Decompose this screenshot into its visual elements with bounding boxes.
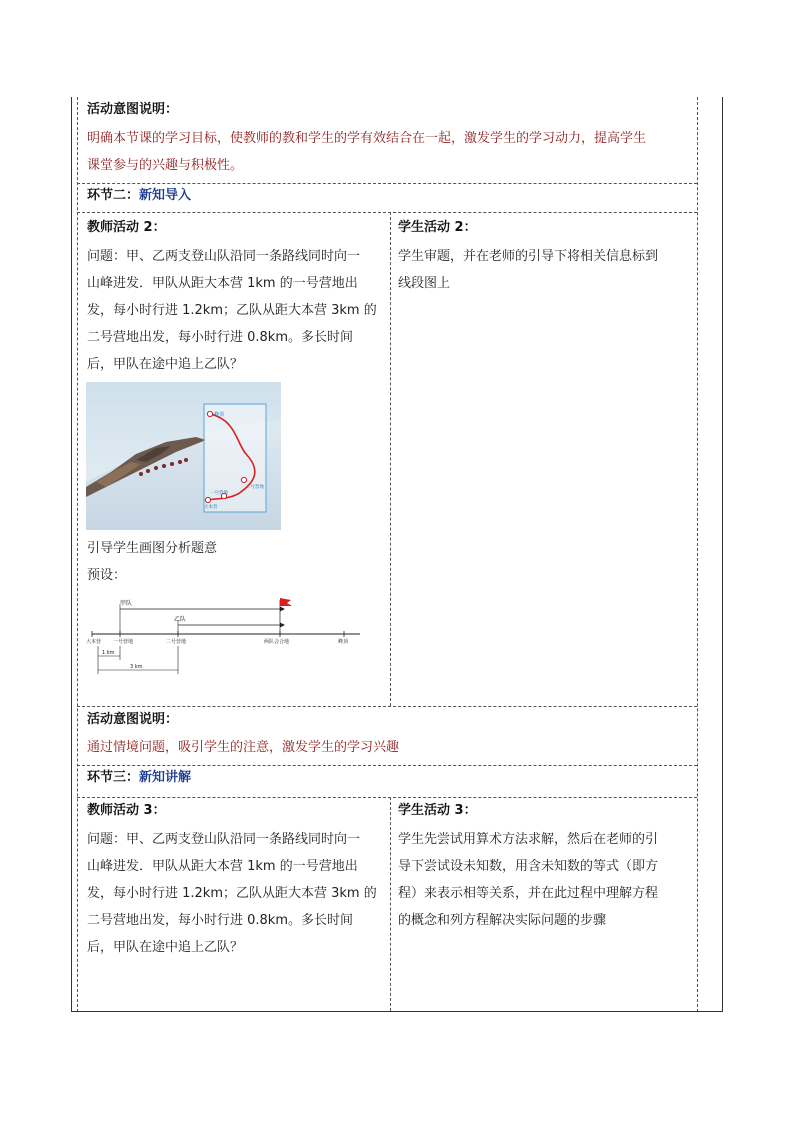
text-line: 后，甲队在途中追上乙队？	[87, 940, 244, 955]
text-line: 导下尝试设未知数，用含未知数的等式（即方	[398, 859, 659, 874]
teacher-activity-3-heading: 教师活动 3：	[87, 803, 166, 818]
diagram-label-1km: 1 km	[102, 650, 115, 656]
text-line: 山峰进发．甲队从距大本营 1km 的一号营地出	[87, 859, 358, 874]
team-a-arrowhead	[280, 607, 285, 612]
preset-text: 预设：	[87, 568, 127, 583]
diagram-label-3km: 3 km	[130, 664, 143, 670]
diagram-label-base: 大本营	[86, 639, 102, 645]
section-2-main: 新知导入	[139, 188, 192, 203]
text-line: 后，甲队在途中追上乙队？	[87, 357, 244, 372]
intent-text-1-line2: 课堂参与的兴趣与积极性。	[87, 158, 244, 173]
column-divider	[390, 797, 391, 1011]
map-label-peak: 峰顶	[214, 412, 225, 418]
flag-icon	[280, 598, 292, 606]
student-activity-2-heading: 学生活动 2：	[398, 220, 477, 235]
line-segment-diagram	[84, 594, 364, 676]
table-inner-border-right	[697, 97, 698, 1012]
column-divider	[390, 212, 391, 706]
guide-text: 引导学生画图分析题意	[87, 541, 218, 556]
text-line: 二号营地出发，每小时行进 0.8km。多长时间	[87, 330, 353, 345]
text-line: 线段图上	[398, 276, 451, 291]
text-line: 问题：甲、乙两支登山队沿同一条路线同时向一	[87, 832, 361, 847]
section-3-main: 新知讲解	[139, 770, 192, 785]
intent-text-2: 通过情境问题，吸引学生的注意，激发学生的学习兴趣	[87, 740, 400, 755]
row-divider	[77, 212, 697, 213]
table-border-left	[71, 97, 72, 1012]
section-2-title	[87, 182, 191, 209]
text-line: 的概念和列方程解决实际问题的步骤	[398, 913, 607, 928]
diagram-label-meet: 两队会合地	[264, 639, 290, 645]
student-activity-3-heading: 学生活动 3：	[398, 803, 477, 818]
map-label-base: 大本营	[204, 505, 218, 510]
section-2-prefix: 环节二：	[87, 188, 140, 203]
section-3-prefix: 环节三：	[87, 770, 140, 785]
table-border-right	[722, 97, 723, 1012]
text-line: 发，每小时行进 1.2km；乙队从距大本营 3km 的	[87, 886, 377, 901]
diagram-label-camp1: 一号营地	[113, 639, 134, 645]
student-activity-3-text	[398, 826, 693, 934]
teacher-activity-2-text	[87, 243, 387, 378]
teacher-activity-3-text	[87, 826, 387, 961]
diagram-label-team-a: 甲队	[120, 600, 133, 607]
intent-heading-1: 活动意图说明：	[87, 102, 179, 117]
intent-heading-2: 活动意图说明：	[87, 712, 179, 727]
student-activity-2-text	[398, 243, 693, 297]
mountain-route-photo	[86, 382, 281, 530]
text-line: 山峰进发．甲队从距大本营 1km 的一号营地出	[87, 276, 358, 291]
row-divider	[77, 797, 697, 798]
diagram-label-camp2: 二号营地	[166, 639, 187, 645]
intent-text-1-line1: 明确本节课的学习目标，使教师的教和学生的学有效结合在一起，激发学生的学习动力，提高学生	[87, 131, 647, 146]
diagram-label-peak: 峰顶	[338, 639, 349, 645]
text-line: 问题：甲、乙两支登山队沿同一条路线同时向一	[87, 249, 361, 264]
map-label-camp1: 一号营地	[210, 491, 228, 496]
table-inner-border-left	[77, 97, 78, 1012]
table-border-bottom	[71, 1011, 723, 1012]
text-line: 程）来表示相等关系，并在此过程中理解方程	[398, 886, 659, 901]
text-line: 二号营地出发，每小时行进 0.8km。多长时间	[87, 913, 353, 928]
text-line: 发，每小时行进 1.2km；乙队从距大本营 3km 的	[87, 303, 377, 318]
map-label-camp2: 二号营地	[246, 485, 264, 490]
team-b-arrowhead	[280, 623, 285, 628]
text-line: 学生先尝试用算术方法求解，然后在老师的引	[398, 832, 659, 847]
diagram-label-team-b: 乙队	[174, 616, 187, 623]
teacher-activity-2-heading: 教师活动 2：	[87, 220, 166, 235]
section-3-title	[87, 764, 191, 791]
text-line: 学生审题，并在老师的引导下将相关信息标到	[398, 249, 659, 264]
